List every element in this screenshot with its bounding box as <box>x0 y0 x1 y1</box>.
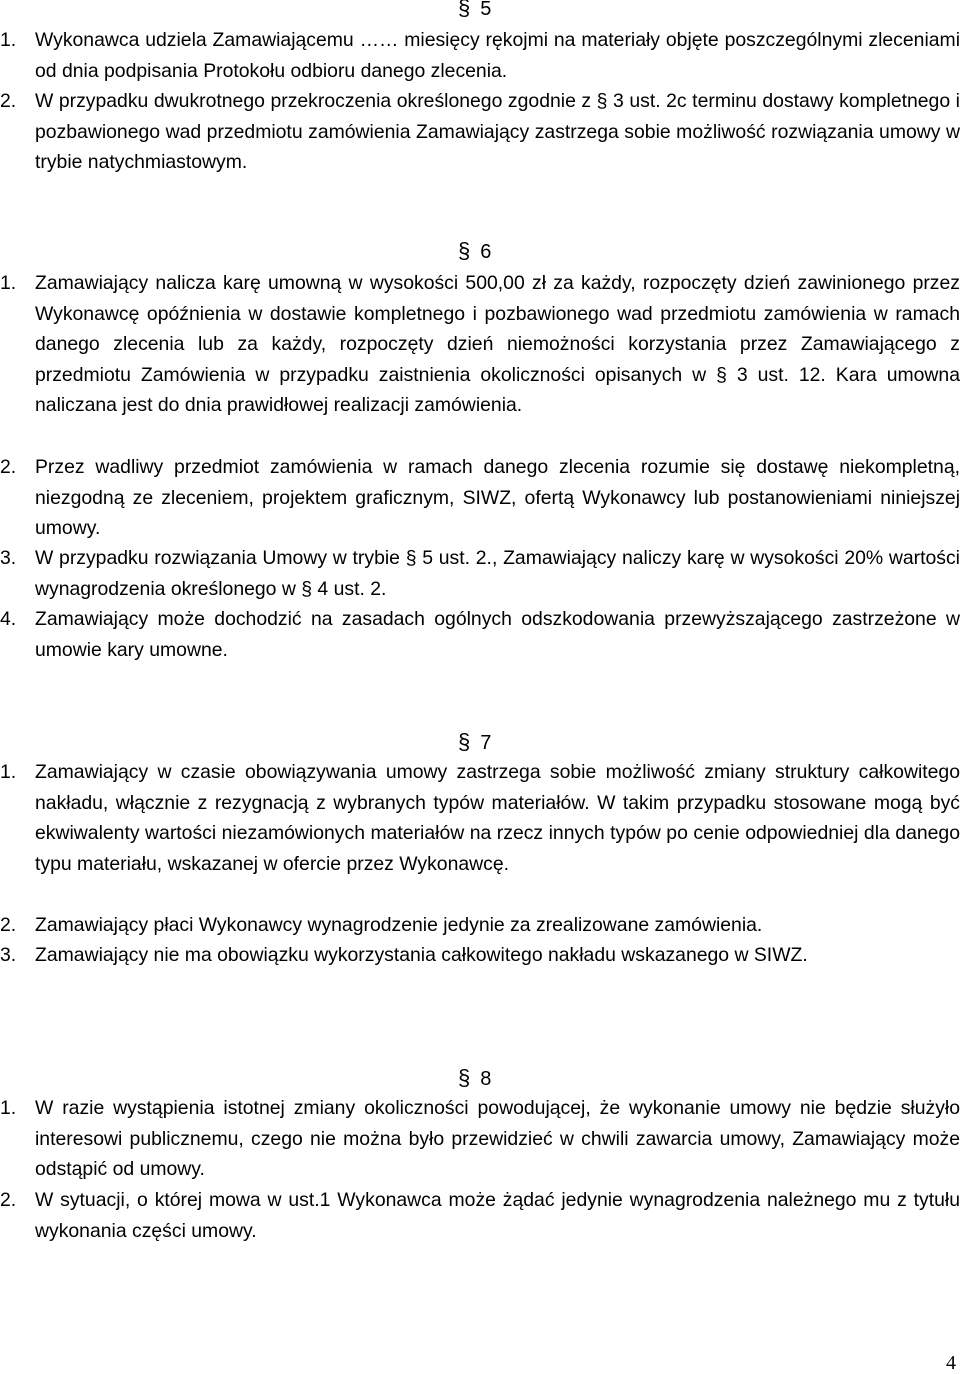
item-number: 2. <box>0 914 17 936</box>
item-text: Przez wadliwy przedmiot zamówienia w ramach danego zlecenia rozumie się dostawę niekompletną, niezgodną ze zleceniem, projektem graficznym, SIWZ, ofertą Wykonawcy lub postanowieniami niniejszej umowy. <box>35 456 960 539</box>
item-text: W przypadku dwukrotnego przekroczenia określonego zgodnie z § 3 ust. 2c terminu dostawy kompletnego i pozbawionego wad przedmiotu zamówienia Zamawiający zastrzega sobie możliwość rozwiązania umowy w trybie natychmiastowym. <box>35 90 960 173</box>
section-heading-6 <box>458 239 491 264</box>
section-number: 6 <box>480 241 492 263</box>
list-item <box>0 25 960 86</box>
section-number: 5 <box>480 0 492 20</box>
page-number: 4 <box>946 1352 956 1374</box>
item-number: 3. <box>0 547 17 569</box>
list-item <box>0 452 960 544</box>
list-item <box>0 940 960 971</box>
section-symbol: § <box>458 1065 471 1090</box>
list-item <box>0 268 960 421</box>
section-number: 7 <box>480 732 492 754</box>
section-symbol: § <box>458 729 471 754</box>
item-text: Zamawiający w czasie obowiązywania umowy zastrzega sobie możliwość zmiany struktury całkowitego nakładu, włącznie z rezygnacją z wybranych typów materiałów. W takim przypadku stosowane mogą być ekwiwalenty wartości niezamówionych materiałów na rzecz innych typów po cenie odpowiedniej dla danego typu materiału, wskazanej w ofercie przez Wykonawcę. <box>35 761 960 875</box>
item-number: 4. <box>0 608 17 630</box>
item-number: 1. <box>0 1097 17 1119</box>
item-number: 1. <box>0 29 17 51</box>
item-text: W przypadku rozwiązania Umowy w trybie § 5 ust. 2., Zamawiający naliczy karę w wysokości 20% wartości wynagrodzenia określonego w § 4 ust. 2. <box>35 547 960 600</box>
section-heading-7 <box>458 730 491 755</box>
item-number: 1. <box>0 761 17 783</box>
item-number: 2. <box>0 456 17 478</box>
list-item <box>0 604 960 665</box>
list-item <box>0 1093 960 1185</box>
section-heading-8 <box>458 1066 491 1091</box>
section-symbol: § <box>458 0 471 20</box>
item-text: Zamawiający nalicza karę umowną w wysokości 500,00 zł za każdy, rozpoczęty dzień zawinionego przez Wykonawcę opóźnienia w dostawie kompletnego i pozbawionego wad przedmiotu zamówienia w ramach danego zlecenia lub za każdy, rozpoczęty dzień niemożności korzystania przez Zamawiającego z przedmiotu Zamówienia w przypadku zaistnienia okoliczności opisanych w § 3 ust. 12. Kara umowna naliczana jest do dnia prawidłowej realizacji zamówienia. <box>35 272 960 416</box>
item-number: 2. <box>0 90 17 112</box>
item-number: 2. <box>0 1189 17 1211</box>
item-text: W razie wystąpienia istotnej zmiany okoliczności powodującej, że wykonanie umowy nie będzie służyło interesowi publicznemu, czego nie można było przewidzieć w chwili zawarcia umowy, Zamawiający może odstąpić od umowy. <box>35 1097 960 1180</box>
item-number: 1. <box>0 272 17 294</box>
list-item <box>0 543 960 604</box>
section-number: 8 <box>480 1068 492 1090</box>
list-item <box>0 86 960 178</box>
item-text: Zamawiający płaci Wykonawcy wynagrodzenie jedynie za zrealizowane zamówienia. <box>35 914 763 936</box>
item-text: Wykonawca udziela Zamawiającemu …… miesięcy rękojmi na materiały objęte poszczególnymi zleceniami od dnia podpisania Protokołu odbioru danego zlecenia. <box>35 29 960 82</box>
item-number: 3. <box>0 944 17 966</box>
section-heading-5 <box>458 0 491 21</box>
item-text: W sytuacji, o której mowa w ust.1 Wykonawca może żądać jedynie wynagrodzenia należnego mu z tytułu wykonania części umowy. <box>35 1189 960 1242</box>
section-symbol: § <box>458 238 471 263</box>
list-item <box>0 1185 960 1246</box>
list-item <box>0 910 960 941</box>
item-text: Zamawiający nie ma obowiązku wykorzystania całkowitego nakładu wskazanego w SIWZ. <box>35 944 808 966</box>
item-text: Zamawiający może dochodzić na zasadach ogólnych odszkodowania przewyższającego zastrzeżone w umowie kary umowne. <box>35 608 960 661</box>
list-item <box>0 757 960 879</box>
